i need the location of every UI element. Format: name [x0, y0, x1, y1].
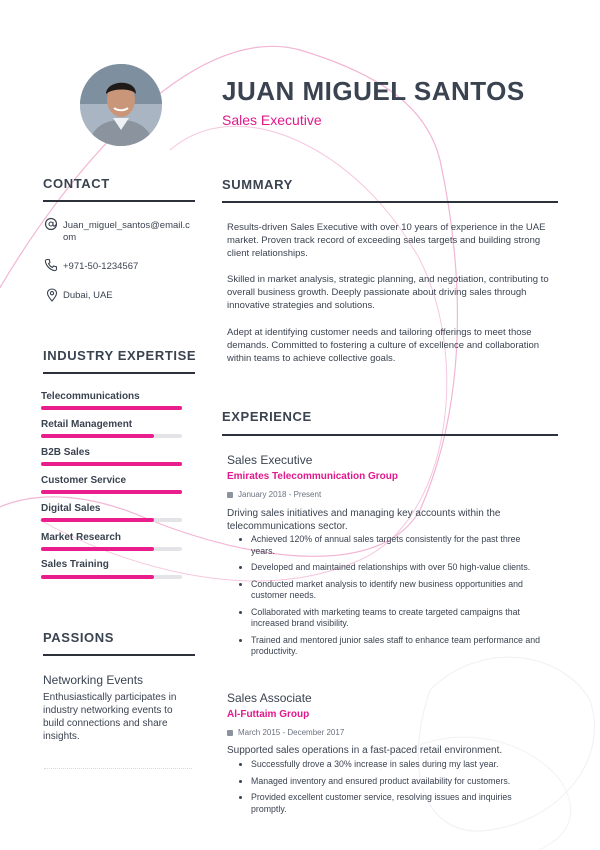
job-dates: [227, 728, 344, 737]
achievement-item: Developed and maintained relationships with over 50 high-value clients.: [227, 562, 541, 574]
skill-bar-fill: [41, 490, 182, 494]
achievement-item: Collaborated with marketing teams to create targeted campaigns that increased brand visibility.: [227, 607, 541, 630]
job-dates-text: January 2018 - Present: [238, 490, 322, 499]
skill-label: Telecommunications: [41, 391, 140, 402]
summary-heading: SUMMARY: [222, 177, 293, 192]
skill-bar-fill: [41, 575, 154, 579]
summary-paragraph: Skilled in market analysis, strategic planning, and negotiation, contributing to overall business growth. Deeply passionate about driving sales through innovative strategies and solutions.: [227, 274, 549, 311]
experience-divider: [222, 434, 558, 436]
passions-heading: PASSIONS: [43, 630, 115, 645]
job-description: Supported sales operations in a fast-paced retail environment.: [227, 745, 503, 756]
contact-divider: [43, 200, 195, 202]
expertise-divider: [43, 372, 195, 374]
job-dates: [227, 490, 321, 499]
candidate-role: Sales Executive: [222, 112, 322, 128]
skill-bar: [41, 462, 182, 466]
skill-label: B2B Sales: [41, 447, 90, 458]
skill-bar: [41, 434, 182, 438]
achievement-item: Managed inventory and ensured product availability for customers.: [227, 776, 541, 788]
skill-label: Sales Training: [41, 559, 109, 570]
passion-separator: [44, 768, 192, 769]
summary-divider: [222, 201, 558, 203]
experience-heading: EXPERIENCE: [222, 409, 312, 424]
passion-description: Enthusiastically participates in industry networking events to build connections and share insights.: [43, 692, 177, 742]
job-description: Driving sales initiatives and managing key accounts within the telecommunications sector.: [227, 508, 501, 532]
contact-email: Juan_miguel_santos@email.com: [63, 220, 190, 243]
candidate-name: JUAN MIGUEL SANTOS: [222, 76, 525, 106]
skill-label: Customer Service: [41, 475, 127, 486]
summary-paragraph: Adept at identifying customer needs and tailoring offerings to meet those demands. Committed to fostering a culture of excellence and collaboration within teams to achieve collective goals.: [227, 327, 540, 364]
skill-label: Digital Sales: [41, 503, 101, 514]
job-title: Sales Associate: [227, 691, 312, 705]
achievement-item: Successfully drove a 30% increase in sales during my last year.: [227, 759, 541, 771]
calendar-icon: [227, 492, 233, 498]
skill-bar: [41, 518, 182, 522]
achievement-item: Achieved 120% of annual sales targets consistently for the past three years.: [227, 534, 541, 557]
email-icon: [44, 217, 58, 236]
expertise-heading: INDUSTRY EXPERTISE: [43, 348, 197, 363]
profile-photo: [80, 64, 162, 146]
skill-bar-fill: [41, 434, 154, 438]
skill-bar-fill: [41, 547, 154, 551]
location-pin-icon: [45, 288, 59, 307]
job-dates-text: March 2015 - December 2017: [238, 728, 345, 737]
phone-icon: [44, 258, 58, 277]
skill-bar-fill: [41, 518, 154, 522]
skill-bar: [41, 547, 182, 551]
skill-bar: [41, 490, 182, 494]
passion-title: Networking Events: [43, 673, 144, 687]
passions-divider: [43, 654, 195, 656]
contact-location: Dubai, UAE: [63, 290, 113, 301]
contact-phone: +971-50-1234567: [63, 261, 139, 272]
job-title: Sales Executive: [227, 453, 313, 467]
skill-label: Market Research: [41, 532, 122, 543]
skill-bar: [41, 406, 182, 410]
skill-bar-fill: [41, 462, 182, 466]
skill-bar: [41, 575, 182, 579]
achievement-item: Trained and mentored junior sales staff to enhance team performance and productivity.: [227, 635, 541, 658]
skill-bar-fill: [41, 406, 182, 410]
calendar-icon: [227, 730, 233, 736]
contact-heading: CONTACT: [43, 176, 110, 191]
summary-paragraph: Results-driven Sales Executive with over 10 years of experience in the UAE market. Proven track record of exceeding sales targets and building strong client relationships.: [227, 222, 546, 259]
job-achievements: [227, 759, 541, 820]
job-achievements: [227, 534, 541, 663]
skill-label: Retail Management: [41, 419, 133, 430]
company-name: Emirates Telecommunication Group: [227, 471, 398, 482]
achievement-item: Provided excellent customer service, resolving issues and inquiries promptly.: [227, 792, 541, 815]
achievement-item: Conducted market analysis to identify new business opportunities and customer needs.: [227, 579, 541, 602]
company-name: Al-Futtaim Group: [227, 709, 310, 720]
